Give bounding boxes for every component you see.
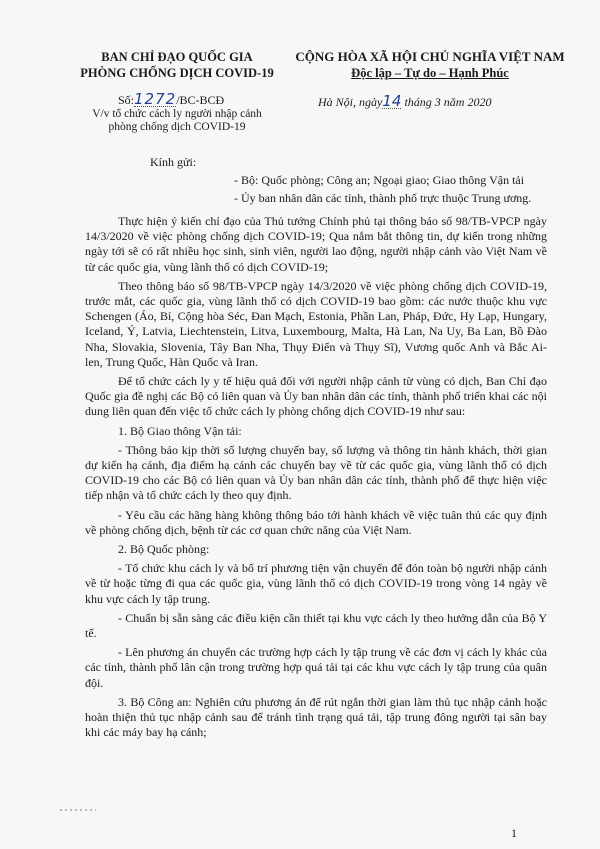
body-paragraph: - Chuẩn bị sẵn sàng các điều kiện cần thiết tại khu vực cách ly theo hướng dẫn của Bộ Y tế.: [85, 610, 547, 641]
body-paragraph: - Tổ chức khu cách ly và bố trí phương tiện vận chuyển để đón toàn bộ người nhập cảnh về từ hoặc từng đi qua các quốc gia, vùng lãnh thổ có dịch COVID-19 trong vòng 14 ngày về khu vực cách ly tập trung.: [85, 561, 547, 606]
body-paragraph: - Lên phương án chuyển các trường hợp cách ly tập trung về các đơn vị cách ly khác của các tỉnh, thành phố lân cận trong trường hợp quá tải tại các khu vực cách ly tập trung của quân đội.: [85, 645, 547, 690]
section-heading: 2. Bộ Quốc phòng:: [118, 542, 210, 557]
body-paragraph: Theo thông báo số 98/TB-VPCP ngày 14/3/2020 về việc phòng chống dịch COVID-19, trước mắt, các quốc gia, vùng lãnh thổ có dịch COVID-19 bao gồm: các nước thuộc khu vực Schengen (Áo, Bỉ, Cộng hòa Séc, Đan Mạch, Estonia, Phần Lan, Pháp, Đức, Hy Lạp, Hungary, Iceland, Ý, Latvia, Liechtenstein, Litva, Luxembourg, Malta, Hà Lan, Na Uy, Ba Lan, Bồ Đào Nha, Slovakia, Slovenia, Tây Ban Nha, Thụy Điển và Thụy Sĩ), Vương quốc Anh và Bắc Ai-len, Trung Quốc, Hàn Quốc và Iran.: [85, 278, 547, 369]
issuing-organization: [62, 49, 292, 81]
body-paragraph: - Thông báo kịp thời số lượng chuyến bay, số lượng và thông tin hành khách, thời gian dự kiến hạ cánh, địa điểm hạ cánh các chuyến bay về từ các quốc gia, vùng lãnh thổ có dịch COVID-19 cho các Bộ có liên quan và Ủy ban nhân dân các tỉnh, thành phố để thực hiện việc tiếp nhận và tổ chức cách ly theo quy định.: [85, 442, 547, 503]
doc-number-prefix: Số:: [118, 93, 135, 107]
org-line-1: BAN CHỈ ĐẠO QUỐC GIA: [101, 50, 253, 64]
body-paragraph: Thực hiện ý kiến chỉ đạo của Thủ tướng Chính phủ tại thông báo số 98/TB-VPCP ngày 14/3/2020 về việc phòng chống dịch COVID-19; Qua nắm bắt thông tin, dự kiến trong những ngày tới sẽ có rất nhiều học sinh, sinh viên, người lao động, người nhập cảnh vào Việt Nam về từ các quốc gia, vùng lãnh thổ có dịch COVID-19;: [85, 214, 547, 274]
subject-line-1: V/v tổ chức cách ly người nhập cảnh: [92, 108, 262, 120]
document-body: [85, 214, 547, 745]
recipient-item: - Bộ: Quốc phòng; Công an; Ngoại giao; Giao thông Vận tải: [234, 173, 525, 187]
page-number: 1: [511, 826, 517, 840]
nation-name: CỘNG HÒA XÃ HỘI CHỦ NGHĨA VIỆT NAM: [295, 49, 565, 64]
date-suffix: tháng 3 năm 2020: [404, 95, 492, 109]
body-paragraph: 3. Bộ Công an: Nghiên cứu phương án để rút ngắn thời gian làm thủ tục nhập cảnh hoặc hoàn thiện thủ tục nhập cảnh sau để tránh tình trạng quá tải, tập trung đông người tại sân bay khi các máy bay hạ cánh;: [85, 694, 547, 740]
document-subject: [62, 108, 292, 134]
doc-number-suffix: /BC-BCĐ: [176, 93, 225, 107]
date-handwritten-day: 14: [382, 92, 402, 110]
recipient-item: - Ủy ban nhân dân các tỉnh, thành phố trực thuộc Trung ương.: [234, 191, 532, 205]
national-heading: [280, 49, 580, 81]
doc-number-handwritten: 1272: [134, 90, 177, 108]
recipients-block: [150, 153, 570, 207]
recipients-label: Kính gửi:: [150, 155, 197, 169]
nation-motto: Độc lập – Tự do – Hạnh Phúc: [351, 66, 509, 80]
section-heading: 1. Bộ Giao thông Vận tải:: [118, 423, 242, 438]
scan-smudge: [60, 809, 96, 811]
document-number: [118, 92, 224, 108]
subject-line-2: phòng chống dịch COVID-19: [108, 121, 246, 133]
document-date: [318, 94, 491, 110]
org-line-2: PHÒNG CHỐNG DỊCH COVID-19: [80, 66, 274, 80]
date-prefix: Hà Nội, ngày: [318, 95, 383, 109]
body-paragraph: - Yêu cầu các hãng hàng không thông báo tới hành khách về việc tuân thủ các quy định về phòng chống dịch, bệnh từ các cơ quan chức năng của Việt Nam.: [85, 507, 547, 537]
body-paragraph: Để tổ chức cách ly y tế hiệu quả đối với người nhập cảnh từ vùng có dịch, Ban Chỉ đạo Quốc gia đề nghị các Bộ có liên quan và Ủy ban nhân dân các tỉnh, thành phố triển khai các nội dung liên quan đến việc tổ chức cách ly phòng chống dịch COVID-19 như sau:: [85, 374, 547, 419]
